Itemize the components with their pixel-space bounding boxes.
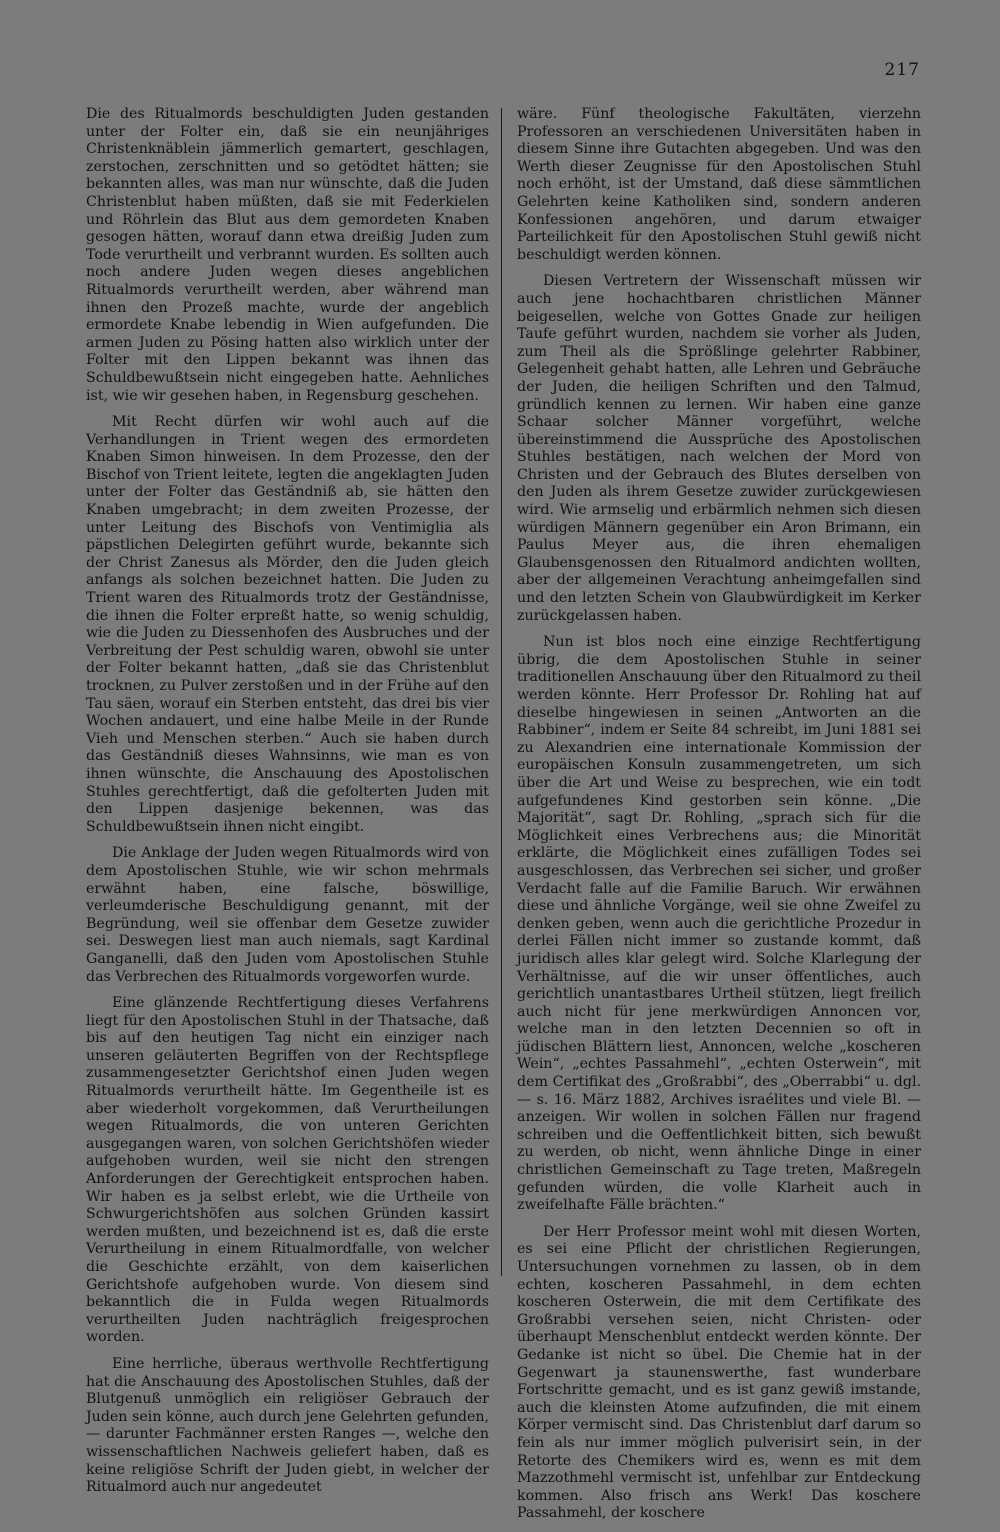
paragraph: Nun ist blos noch eine einzige Rechtfertigung übrig, die dem Apostolischen Stuhle in seiner traditionellen Anschauung über den Ritualmord zu theil werden könnte. Herr Professor Dr. Rohling hat auf dieselbe hingewiesen in seinen „Antworten an die Rabbiner“, indem er Seite 84 schreibt, im Juni 1881 sei zu Alexandrien eine internationale Kommission der europäischen Konsuln zusammengetreten, um sich über die Art und Weise zu besprechen, wie ein todt aufgefundenes Kind gestorben sein könne. „Die Majorität“, sagt Dr. Rohling, „sprach sich für die Möglichkeit eines Verbrechens aus; die Minorität erklärte, die Möglichkeit eines zufälligen Todes sei ausgeschlossen, das Verbrechen sei sicher, und großer Verdacht falle auf die Familie Baruch. Wir erwähnen diese und ähnliche Vorgänge, weil sie ohne Zweifel zu denken geben, wenn auch die gerichtliche Prozedur in derlei Fällen nicht immer so zustande kommt, daß juridisch alles klar gelegt wird. Solche Klarlegung der Verhältnisse, auf die wir unser öffentliches, auch gerichtlich unantastbares Urtheil stützen, liegt freilich auch nicht für jene merkwürdigen Annoncen vor, welche man in den letzten Decennien so oft in jüdischen Blättern liest, Annoncen, welche „koscheren Wein“, „echtes Passahmehl“, „echten Osterwein“, mit dem Certifikat des „Großrabbi“, des „Oberrabbi“ u. dgl. — s. 16. März 1882, Archives israélites und viele Bl. — anzeigen. Wir wollen in solchen Fällen nur fragend schreiben und die Oeffentlichkeit bitten, sich bewußt zu werden, ob nicht, wenn ähnliche Dinge in einer christlichen Gemeinschaft zu Tage treten, Maßregeln gefunden würden, die volle Klarheit auch in zweifelhafte Fälle brächten.“ <box>517 634 921 1214</box>
paragraph: Diesen Vertretern der Wissenschaft müssen wir auch jene hochachtbaren christlichen Männer beigesellen, welche von Gottes Gnade zur heiligen Taufe geführt wurden, nachdem sie vorher als Juden, zum Theil als die Sprößlinge gelehrter Rabbiner, Gelegenheit gehabt hatten, alle Lehren und Gebräuche der Juden, die heiligen Schriften und den Talmud, gründlich kennen zu lernen. Wir haben eine ganze Schaar solcher Männer vorgeführt, welche übereinstimmend die Aussprüche des Apostolischen Stuhles bestätigen, nach welchen der Mord von Christen und der Gebrauch des Blutes derselben von den Juden als ihrem Gesetze zuwider zurückgewiesen wird. Wie armselig und erbärmlich nehmen sich diesen würdigen Männern gegenüber ein Aron Brimann, ein Paulus Meyer aus, die ihren ehemaligen Glaubensgenossen den Ritualmord andichten wollten, aber der allgemeinen Verachtung anheimgefallen sind und den letzten Schein von Glaubwürdigkeit im Kerker zurückgelassen haben. <box>517 273 921 624</box>
page-number: 217 <box>884 60 920 80</box>
paragraph: Die Anklage der Juden wegen Ritualmords wird von dem Apostolischen Stuhle, wie wir schon mehrmals erwähnt haben, eine falsche, böswillige, verleumderische Beschuldigung genannt, mit der Begründung, weil sie offenbar dem Gesetze zuwider sei. Deswegen liest man auch niemals, sagt Kardinal Ganganelli, daß den Juden vom Apostolischen Stuhle das Verbrechen des Ritualmords vorgeworfen wurde. <box>86 845 489 985</box>
left-column <box>86 106 489 1506</box>
paragraph: Der Herr Professor meint wohl mit diesen Worten, es sei eine Pflicht der christlichen Regierungen, Untersuchungen vornehmen zu lassen, ob in dem echten, koscheren Passahmehl, in dem echten koscheren Osterwein, die mit dem Certifikate des Großrabbi versehen seien, nicht Christen- oder überhaupt Menschenblut entdeckt werden könnte. Der Gedanke ist nicht so übel. Die Chemie hat in der Gegenwart ja staunenswerthe, fast wunderbare Fortschritte gemacht, und es ist ganz gewiß imstande, auch die kleinsten Atome aufzufinden, die mit einem Körper vermischt sind. Das Christenblut darf darum so fein als nur immer möglich pulverisirt sein, in der Retorte des Chemikers wird es, wenn es mit dem Mazzothmehl vermischt ist, unfehlbar zur Entdeckung kommen. Also frisch ans Werk! Das koschere Passahmehl, der koschere <box>517 1223 921 1522</box>
paragraph: Eine glänzende Rechtfertigung dieses Verfahrens liegt für den Apostolischen Stuhl in der Thatsache, daß bis auf den heutigen Tag nicht ein einziger nach unseren geläuterten Begriffen von der Rechtspflege zusammengesetzter Gerichtshof einen Juden wegen Ritualmords verurtheilt hätte. Im Gegentheile ist es aber wiederholt vorgekommen, daß Verurtheilungen wegen Ritualmords, die von unteren Gerichten ausgegangen waren, von solchen Gerichtshöfen wieder aufgehoben wurden, weil sie nicht den strengen Anforderungen der Gerechtigkeit entsprochen haben. Wir haben es ja selbst erlebt, wie die Urtheile von Schwurgerichtshöfen aus solchen Gründen kassirt werden mußten, und bezeichnend ist es, daß die erste Verurtheilung in einem Ritualmordfalle, von welcher die Geschichte erzählt, von dem kaiserlichen Gerichtshofe aufgehoben wurde. Von diesem sind bekanntlich die in Fulda wegen Ritualmords verurtheilten Juden nachträglich freigesprochen worden. <box>86 995 489 1346</box>
paragraph: Mit Recht dürfen wir wohl auch auf die Verhandlungen in Trient wegen des ermordeten Knaben Simon hinweisen. In dem Prozesse, den der Bischof von Trient leitete, legten die angeklagten Juden unter der Folter das Geständniß ab, sie hätten den Knaben umgebracht; in dem zweiten Prozesse, der unter Leitung des Bischofs von Ventimiglia als päpstlichen Delegirten geführt wurde, bekannte sich der Christ Zanesus als Mörder, den die Juden gleich anfangs als solchen bezeichnet hatten. Die Juden zu Trient waren des Ritualmords trotz der Geständnisse, die ihnen die Folter erpreßt hatte, so wenig schuldig, wie die Juden zu Diessenhofen des Ausbruches und der Verbreitung der Pest schuldig waren, obwohl sie unter der Folter bekannt hatten, „daß sie das Christenblut trocknen, zu Pulver zerstoßen und in der Frühe auf den Tau säen, worauf ein Sterben entsteht, das drei bis vier Wochen andauert, und eine halbe Meile in der Runde Vieh und Menschen sterben.“ Auch sie haben durch das Geständniß dieses Wahnsinns, wie man es von ihnen wünschte, die Anschauung des Apostolischen Stuhles gerechtfertigt, daß die gefolterten Juden mit den Lippen dasjenige bekennen, was das Schuldbewußtsein ihnen nicht eingibt. <box>86 414 489 835</box>
paragraph: Eine herrliche, überaus werthvolle Rechtfertigung hat die Anschauung des Apostolischen Stuhles, daß der Blutgenuß unmöglich ein religiöser Gebrauch der Juden sein könne, auch durch jene Gelehrten gefunden, — darunter Fachmänner ersten Ranges —, welche den wissenschaftlichen Nachweis geliefert haben, daß es keine religiöse Schrift der Juden giebt, in welcher der Ritualmord auch nur angedeutet <box>86 1355 489 1496</box>
column-divider <box>501 108 502 1276</box>
paragraph: Die des Ritualmords beschuldigten Juden gestanden unter der Folter ein, daß sie ein neunjähriges Christenknäblein jämmerlich gemartert, geschlagen, zerstochen, zerschnitten und so getödtet hätten; sie bekannten alles, was man nur wünschte, daß die Juden Christenblut haben müßten, daß sie mit Federkielen und Röhrlein das Blut aus dem gemordeten Knaben gesogen hätten, worauf dann etwa dreißig Juden zum Tode verurtheilt und verbrannt wurden. Es sollten auch noch andere Juden wegen dieses angeblichen Ritualmords verurtheilt werden, aber während man ihnen den Prozeß machte, wurde der angeblich ermordete Knabe lebendig in Wien aufgefunden. Die armen Juden zu Pösing hatten also wirklich unter der Folter mit den Lippen bekannt was ihnen das Schuldbewußtsein nicht eingegeben hatte. Aehnliches ist, wie wir gesehen haben, in Regensburg geschehen. <box>86 106 489 404</box>
right-column <box>517 106 921 1532</box>
paragraph: wäre. Fünf theologische Fakultäten, vierzehn Professoren an verschiedenen Universitäten haben in diesem Sinne ihre Gutachten abgegeben. Und was den Werth dieser Zeugnisse für den Apostolischen Stuhl noch erhöht, ist der Umstand, daß diese sämmtlichen Gelehrten keine Katholiken sind, sondern anderen Konfessionen angehören, und darum etwaiger Parteilichkeit für den Apostolischen Stuhl gewiß nicht beschuldigt werden können. <box>517 106 921 263</box>
